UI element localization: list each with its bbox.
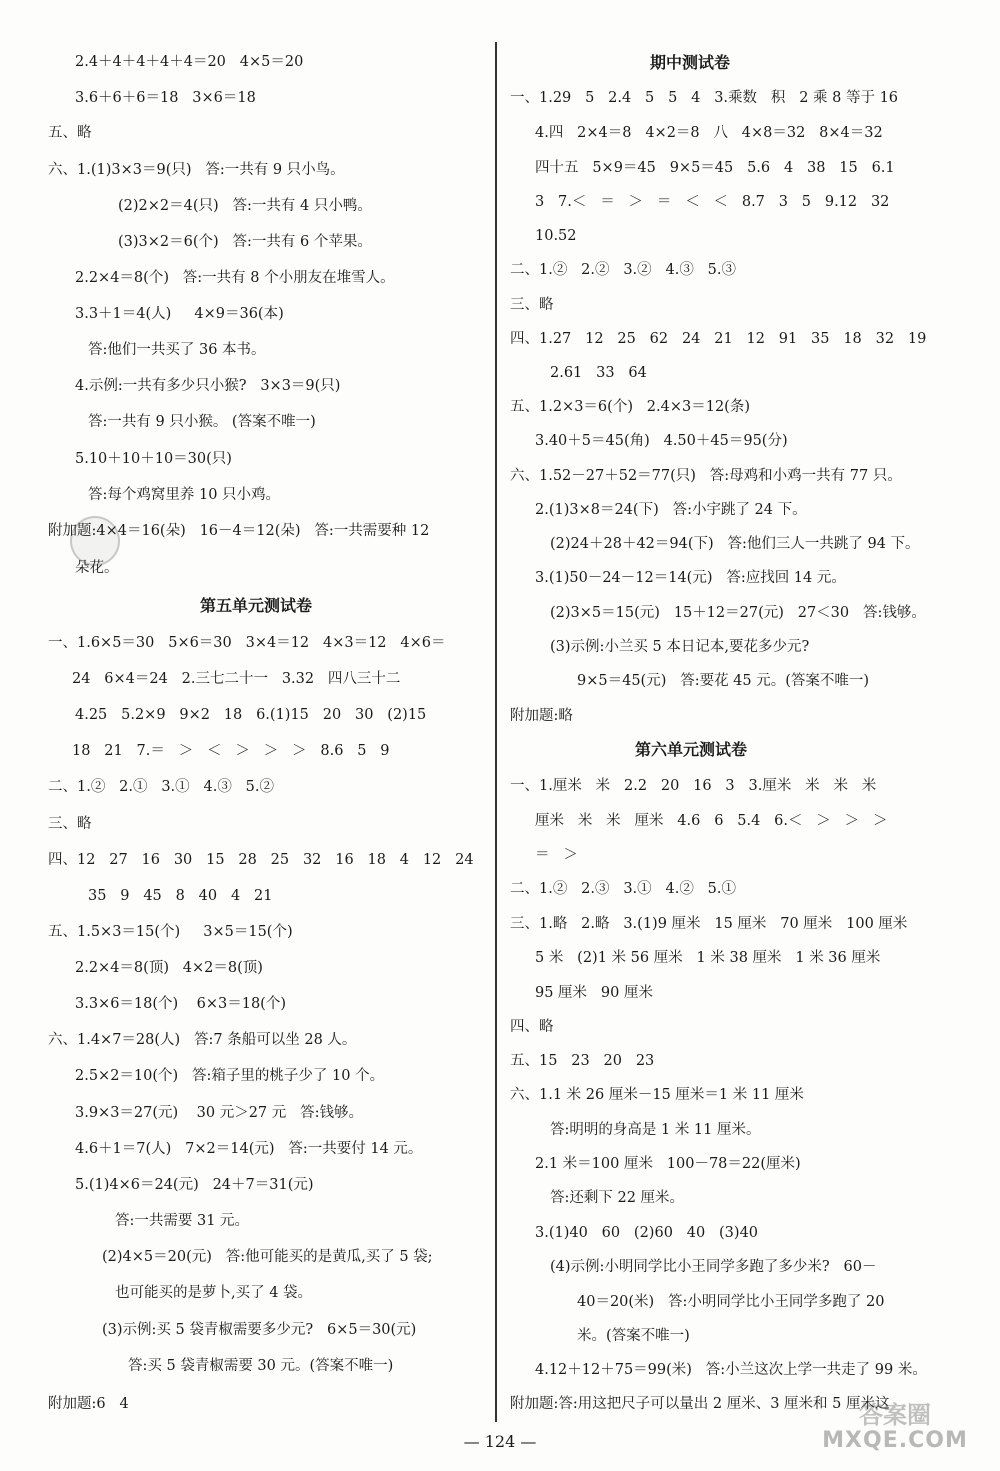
answer-line: 4.12＋12＋75＝99(米) 答:小兰这次上学一共走了 99 米。 (535, 1362, 927, 1378)
answer-line: 3.(1)40 60 (2)60 40 (3)40 (535, 1225, 759, 1241)
answer-line: 5 米 (2)1 米 56 厘米 1 米 38 厘米 1 米 36 厘米 (535, 950, 881, 966)
unit6-test-heading: 第六单元测试卷 (635, 740, 748, 759)
answer-line: 答:一共需要 31 元。 (115, 1213, 250, 1229)
answer-line: (3)示例:小兰买 5 本日记本,要花多少元? (550, 639, 810, 655)
answer-line: 3 7.＜ ＝ ＞ ＝ ＜ ＜ 8.7 3 5 9.12 32 (535, 194, 890, 210)
answer-line: 5.10＋10＋10＝30(只) (75, 451, 232, 467)
answer-line: (2)24＋28＋42＝94(下) 答:他们三人一共跳了 94 下。 (550, 536, 920, 552)
answer-line: 2.2×4＝8(个) 答:一共有 8 个小朋友在堆雪人。 (75, 270, 395, 286)
answer-line: (2)4×5＝20(元) 答:他可能买的是黄瓜,买了 5 袋; (102, 1249, 433, 1265)
answer-line: 六、1.(1)3×3＝9(只) 答:一共有 9 只小鸟。 (48, 162, 345, 178)
answer-line: 六、1.4×7＝28(人) 答:7 条船可以坐 28 人。 (48, 1032, 357, 1048)
page-number: — 124 — (463, 1432, 537, 1451)
answer-line: 二、1.② 2.③ 3.① 4.② 5.① (510, 881, 736, 897)
answer-line: 朵花。 (75, 560, 119, 576)
answer-line: ＝ ＞ (535, 847, 578, 863)
answer-line: 2.1 米＝100 厘米 100－78＝22(厘米) (535, 1156, 801, 1172)
answer-line: 答:一共有 9 只小猴。 (答案不唯一) (88, 414, 316, 430)
answer-line: 4.示例:一共有多少只小猴? 3×3＝9(只) (75, 378, 341, 394)
midterm-test-heading: 期中测试卷 (650, 53, 731, 72)
answer-line: 附加题:略 (510, 708, 573, 724)
answer-line: 二、1.② 2.① 3.① 4.③ 5.② (48, 779, 274, 795)
answer-line: 答:他们一共买了 36 本书。 (88, 342, 266, 358)
answer-line: 2.5×2＝10(个) 答:箱子里的桃子少了 10 个。 (75, 1068, 385, 1084)
answer-line: 35 9 45 8 40 4 21 (88, 888, 273, 904)
answer-line: 四、1.27 12 25 62 24 21 12 91 35 18 32 19 (510, 331, 927, 347)
answer-line: 六、1.1 米 26 厘米－15 厘米＝1 米 11 厘米 (510, 1087, 804, 1103)
watermark: MXQE.COM (822, 1427, 968, 1453)
answer-line: 一、1.29 5 2.4 5 5 4 3.乘数 积 2 乘 8 等于 16 (510, 90, 899, 106)
unit5-test-heading: 第五单元测试卷 (200, 596, 313, 615)
answer-line: 2.4＋4＋4＋4＋4＝20 4×5＝20 (75, 54, 304, 70)
answer-line: 三、略 (510, 297, 554, 313)
answer-line: 40＝20(米) 答:小明同学比小王同学多跑了 20 (577, 1294, 885, 1310)
answer-line: 三、1.略 2.略 3.(1)9 厘米 15 厘米 70 厘米 100 厘米 (510, 916, 908, 932)
column-divider (495, 42, 497, 1422)
answer-line: 附加题:4×4＝16(朵) 16－4＝12(朵) 答:一共需要种 12 (48, 523, 430, 539)
answer-line: (4)示例:小明同学比小王同学多跑了多少米? 60－ (550, 1259, 877, 1275)
answer-line: 4.25 5.2×9 9×2 18 6.(1)15 20 30 (2)15 (75, 707, 427, 723)
answer-line: 2.2×4＝8(顶) 4×2＝8(顶) (75, 960, 263, 976)
answer-line: 2.(1)3×8＝24(下) 答:小宇跳了 24 下。 (535, 502, 807, 518)
answer-line: 一、1.6×5＝30 5×6＝30 3×4＝12 4×3＝12 4×6＝ (48, 635, 446, 651)
answer-line: 2.61 33 64 (550, 365, 647, 381)
answer-line: 附加题:答:用这把尺子可以量出 2 厘米、3 厘米和 5 厘米这 (510, 1396, 890, 1412)
answer-line: 4.四 2×4＝8 4×2＝8 八 4×8＝32 8×4＝32 (535, 125, 883, 141)
answer-line: 三、略 (48, 816, 92, 832)
answer-line: 24 6×4＝24 2.三七二十一 3.32 四八三十二 (72, 671, 401, 687)
answer-line: 18 21 7.＝ ＞ ＜ ＞ ＞ ＞ 8.6 5 9 (72, 743, 390, 759)
answer-line: 附加题:6 4 (48, 1396, 129, 1412)
answer-line: 3.3＋1＝4(人) 4×9＝36(本) (75, 306, 284, 322)
answer-line: 3.40＋5＝45(角) 4.50＋45＝95(分) (535, 433, 788, 449)
answer-line: 也可能买的是萝卜,买了 4 袋。 (115, 1285, 313, 1301)
answer-line: 9×5＝45(元) 答:要花 45 元。(答案不唯一) (577, 673, 870, 689)
answer-line: 米。(答案不唯一) (577, 1328, 690, 1344)
answer-line: 答:还剩下 22 厘米。 (550, 1190, 685, 1206)
answer-line: 四十五 5×9＝45 9×5＝45 5.6 4 38 15 6.1 (535, 160, 895, 176)
answer-line: 一、1.厘米 米 2.2 20 16 3 3.厘米 米 米 米 (510, 778, 877, 794)
answer-line: 95 厘米 90 厘米 (535, 985, 653, 1001)
answer-line: 答:明明的身高是 1 米 11 厘米。 (550, 1122, 761, 1138)
answer-line: 10.52 (535, 228, 577, 244)
answer-line: (2)2×2＝4(只) 答:一共有 4 只小鸭。 (118, 198, 372, 214)
answer-line: 四、12 27 16 30 15 28 25 32 16 18 4 12 24 (48, 852, 474, 868)
answer-line: 二、1.② 2.② 3.② 4.③ 5.③ (510, 262, 736, 278)
answer-line: 四、略 (510, 1019, 554, 1035)
answer-line: 3.6＋6＋6＝18 3×6＝18 (75, 90, 256, 106)
answer-line: 五、1.5×3＝15(个) 3×5＝15(个) (48, 924, 293, 940)
answer-line: (3)示例:买 5 袋青椒需要多少元? 6×5＝30(元) (102, 1322, 417, 1338)
answer-line: 五、1.2×3＝6(个) 2.4×3＝12(条) (510, 399, 750, 415)
answer-line: 3.(1)50－24－12＝14(元) 答:应找回 14 元。 (535, 570, 846, 586)
answer-line: 六、1.52－27＋52＝77(只) 答:母鸡和小鸡一共有 77 只。 (510, 468, 902, 484)
answer-line: 厘米 米 米 厘米 4.6 6 5.4 6.＜ ＞ ＞ ＞ (535, 813, 888, 829)
answer-line: 3.9×3＝27(元) 30 元＞27 元 答:钱够。 (75, 1105, 363, 1121)
answer-line: 4.6＋1＝7(人) 7×2＝14(元) 答:一共要付 14 元。 (75, 1141, 423, 1157)
answer-line: 答:每个鸡窝里养 10 只小鸡。 (88, 487, 281, 503)
answer-line: (3)3×2＝6(个) 答:一共有 6 个苹果。 (118, 234, 372, 250)
answer-line: 5.(1)4×6＝24(元) 24＋7＝31(元) (75, 1177, 314, 1193)
watermark-logo-text: 答案圈 (859, 1401, 931, 1429)
answer-line: 五、15 23 20 23 (510, 1053, 655, 1069)
answer-line: 五、略 (48, 125, 92, 141)
answer-line: 3.3×6＝18(个) 6×3＝18(个) (75, 996, 287, 1012)
answer-line: 答:买 5 袋青椒需要 30 元。(答案不唯一) (128, 1358, 394, 1374)
answer-line: (2)3×5＝15(元) 15＋12＝27(元) 27＜30 答:钱够。 (550, 605, 926, 621)
